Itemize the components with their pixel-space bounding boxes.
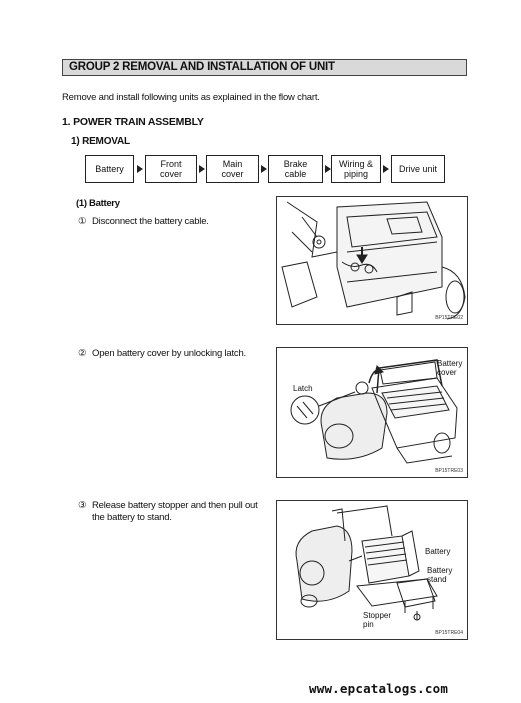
callout-battery-cover: Battery cover — [437, 359, 463, 377]
step-text: Disconnect the battery cable. — [92, 216, 209, 227]
callout-battery: Battery — [425, 547, 451, 556]
flow-arrow-icon — [383, 165, 389, 173]
figure-battery-cover — [276, 347, 468, 478]
figure-battery-cable — [276, 196, 468, 325]
flow-arrow-icon — [137, 165, 143, 173]
step-text: Open battery cover by unlocking latch. — [92, 348, 246, 359]
callout-battery-stand: Battery stand — [427, 566, 453, 584]
figure-code: BP15TRE04 — [435, 630, 463, 636]
figure-code: BP15TRE02 — [435, 315, 463, 321]
watermark: www.epcatalogs.com — [309, 681, 449, 696]
step-3 — [78, 500, 258, 524]
flow-arrow-icon — [261, 165, 267, 173]
step-number: ① — [78, 216, 87, 227]
step-number: ② — [78, 348, 87, 359]
subsection-title: 1) REMOVAL — [71, 136, 130, 147]
figure-code: BP15TRE03 — [435, 468, 463, 474]
flow-step-wiring-piping: Wiring & piping — [331, 155, 381, 183]
flow-step-battery: Battery — [85, 155, 134, 183]
intro-text: Remove and install following units as explained in the flow chart. — [62, 92, 320, 103]
step-text: Release battery stopper and then pull out the battery to stand. — [92, 500, 258, 523]
battery-cable-illustration — [277, 197, 468, 325]
flow-arrow-icon — [199, 165, 205, 173]
battery-heading: (1) Battery — [76, 198, 120, 209]
flow-step-drive-unit: Drive unit — [391, 155, 445, 183]
flow-step-brake-cable: Brake cable — [268, 155, 323, 183]
callout-stopper-pin: Stopper pin — [363, 611, 392, 629]
flow-step-main-cover: Main cover — [206, 155, 259, 183]
callout-latch: Latch — [293, 384, 313, 393]
step-number: ③ — [78, 500, 87, 511]
section-title: 1. POWER TRAIN ASSEMBLY — [62, 116, 204, 128]
figure-battery-stand — [276, 500, 468, 640]
flow-step-front-cover: Front cover — [145, 155, 197, 183]
group-header: GROUP 2 REMOVAL AND INSTALLATION OF UNIT — [62, 59, 467, 76]
step-2 — [78, 348, 246, 360]
step-1 — [78, 216, 209, 228]
